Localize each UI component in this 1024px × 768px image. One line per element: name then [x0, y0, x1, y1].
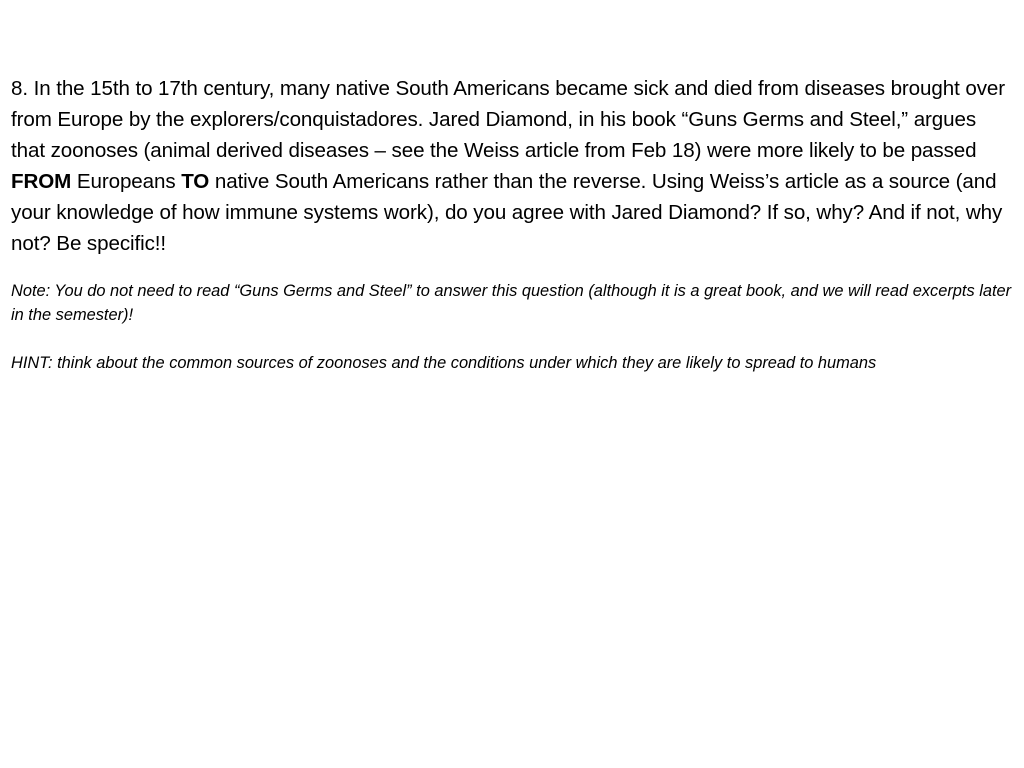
emphasis-from: FROM: [11, 170, 72, 193]
slide-content: [11, 73, 1015, 375]
question-part-3: native South Americans rather than the reverse. Using Weiss’s article as a source (and your knowledge of how immune systems work), do you agree with Jared Diamond? If so, why? And if not, why not? Be specific!!: [11, 170, 1003, 255]
hint-text: HINT: think about the common sources of zoonoses and the conditions under which they are likely to spread to humans: [11, 354, 877, 372]
note-text: Note: You do not need to read “Guns Germs and Steel” to answer this question (although it is a great book, and we will read excerpts later in the semester)!: [11, 282, 1012, 324]
emphasis-to: TO: [181, 170, 210, 193]
question-text: [11, 73, 1015, 259]
question-part-2: Europeans: [71, 170, 182, 193]
question-part-1: 8. In the 15th to 17th century, many native South Americans became sick and died from diseases brought over from Europe by the explorers/conquistadores. Jared Diamond, in his book “Guns Germs and Steel,” argues that zoonoses (animal derived diseases – see the Weiss article from Feb 18) were more likely to be passed: [11, 77, 1005, 162]
